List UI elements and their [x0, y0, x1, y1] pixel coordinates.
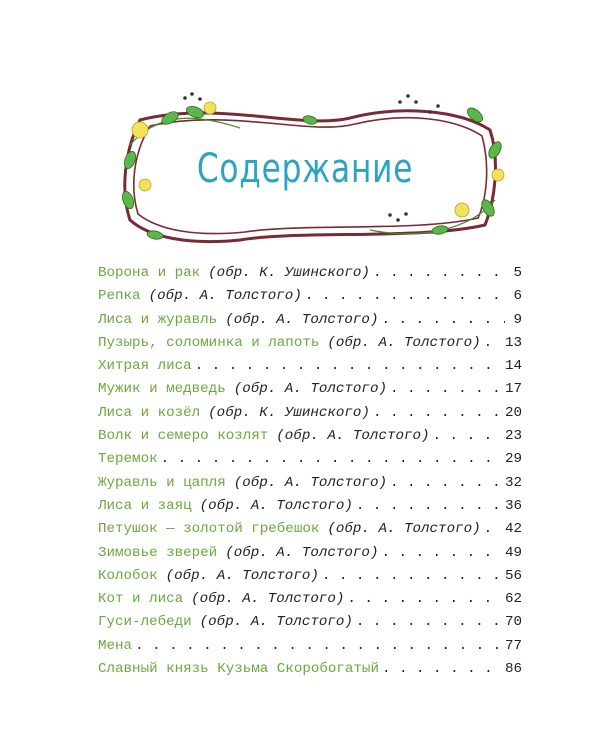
toc-entry-attribution: (обр. А. Толстого) — [233, 474, 387, 491]
toc-entry[interactable] — [98, 309, 522, 332]
toc-entry-attribution: (обр. А. Толстого) — [276, 428, 430, 445]
dot-leader — [135, 635, 502, 658]
toc-entry[interactable] — [98, 611, 522, 634]
dot-leader — [305, 285, 505, 308]
toc-entry-page-number: 6 — [513, 288, 522, 305]
dot-leader — [390, 378, 502, 401]
toc-entry-page-number: 62 — [504, 591, 522, 608]
dot-leader — [484, 332, 502, 355]
toc-entry[interactable] — [98, 518, 522, 541]
toc-entry[interactable] — [98, 635, 522, 658]
toc-entry[interactable] — [98, 588, 522, 611]
toc-entry-title: Лиса и журавль — [98, 311, 218, 328]
dot-leader — [381, 542, 502, 565]
dot-leader — [356, 495, 502, 518]
toc-entry-attribution: (обр. К. Ушинского) — [208, 404, 370, 421]
toc-entry-page-number: 5 — [513, 265, 522, 281]
toc-entry[interactable] — [98, 565, 522, 588]
toc-entry[interactable] — [98, 332, 522, 355]
toc-entry[interactable] — [98, 262, 522, 285]
toc-entry-title: Кот и лиса — [98, 591, 184, 608]
toc-entry[interactable] — [98, 378, 522, 401]
toc-entry-attribution: (обр. А. Толстого) — [225, 544, 379, 561]
page-title: Содержание — [196, 146, 414, 192]
toc-entry-attribution: (обр. А. Толстого) — [233, 381, 387, 398]
toc-entry[interactable] — [98, 542, 522, 565]
toc-entry-attribution: (обр. А. Толстого) — [199, 614, 353, 631]
toc-entry-attribution: (обр. А. Толстого) — [191, 591, 345, 608]
toc-entry-page-number: 86 — [504, 661, 522, 678]
toc-entry-page-number: 17 — [504, 381, 522, 398]
table-of-contents — [98, 262, 522, 681]
toc-entry-title: Ворона и рак — [98, 265, 201, 281]
toc-entry[interactable] — [98, 658, 522, 681]
dot-leader — [373, 402, 502, 425]
dot-leader — [484, 518, 502, 541]
toc-entry-attribution: (обр. А. Толстого) — [199, 497, 353, 514]
toc-entry-title: Хитрая лиса — [98, 358, 192, 375]
toc-entry-page-number: 23 — [504, 428, 522, 445]
dot-leader — [356, 611, 502, 634]
toc-entry-attribution: (обр. А. Толстого) — [148, 288, 302, 305]
dot-leader — [195, 355, 502, 378]
toc-entry-page-number: 32 — [504, 474, 522, 491]
toc-entry-page-number: 36 — [504, 497, 522, 514]
toc-entry-attribution: (обр. А. Толстого) — [327, 521, 481, 538]
dot-leader — [382, 658, 502, 681]
toc-entry[interactable] — [98, 402, 522, 425]
toc-entry-page-number: 9 — [513, 311, 522, 328]
toc-entry-title: Петушок — золотой гребешок — [98, 521, 320, 538]
toc-entry-title: Теремок — [98, 451, 158, 468]
toc-entry-title: Лиса и заяц — [98, 497, 192, 514]
toc-entry-page-number: 70 — [504, 614, 522, 631]
decorative-vine-frame — [100, 90, 510, 250]
toc-entry-title: Волк и семеро козлят — [98, 428, 269, 445]
toc-entry-page-number: 20 — [504, 404, 522, 421]
toc-entry-attribution: (обр. А. Толстого) — [327, 334, 481, 351]
toc-entry-attribution: (обр. А. Толстого) — [225, 311, 379, 328]
toc-entry[interactable] — [98, 285, 522, 308]
toc-entry-title: Лиса и козёл — [98, 404, 201, 421]
toc-entry-attribution: (обр. К. Ушинского) — [208, 265, 370, 281]
toc-entry-title: Зимовье зверей — [98, 544, 218, 561]
dot-leader — [390, 472, 502, 495]
toc-entry-page-number: 13 — [504, 334, 522, 351]
toc-entry-title: Мена — [98, 637, 133, 654]
toc-entry-page-number: 14 — [504, 358, 522, 375]
toc-entry-page-number: 77 — [504, 637, 522, 654]
toc-entry-page-number: 49 — [504, 544, 522, 561]
toc-entry-page-number: 56 — [504, 567, 522, 584]
toc-entry-attribution: (обр. А. Толстого) — [165, 567, 319, 584]
toc-entry-page-number: 42 — [504, 521, 522, 538]
toc-entry-title: Мужик и медведь — [98, 381, 226, 398]
dot-leader — [381, 309, 505, 332]
toc-entry[interactable] — [98, 448, 522, 471]
dot-leader — [433, 425, 502, 448]
toc-entry[interactable] — [98, 495, 522, 518]
toc-entry[interactable] — [98, 472, 522, 495]
toc-entry[interactable] — [98, 355, 522, 378]
dot-leader — [322, 565, 502, 588]
toc-entry-title: Журавль и цапля — [98, 474, 226, 491]
dot-leader — [347, 588, 502, 611]
toc-entry-title: Репка — [98, 288, 141, 305]
toc-entry-title: Пузырь, соломинка и лапоть — [98, 334, 320, 351]
toc-entry-title: Гуси-лебеди — [98, 614, 192, 631]
toc-entry-page-number: 29 — [504, 451, 522, 468]
toc-entry-title: Славный князь Кузьма Скоробогатый — [98, 661, 379, 678]
dot-leader — [373, 262, 505, 285]
toc-entry-title: Колобок — [98, 567, 158, 584]
toc-entry[interactable] — [98, 425, 522, 448]
dot-leader — [161, 448, 502, 471]
